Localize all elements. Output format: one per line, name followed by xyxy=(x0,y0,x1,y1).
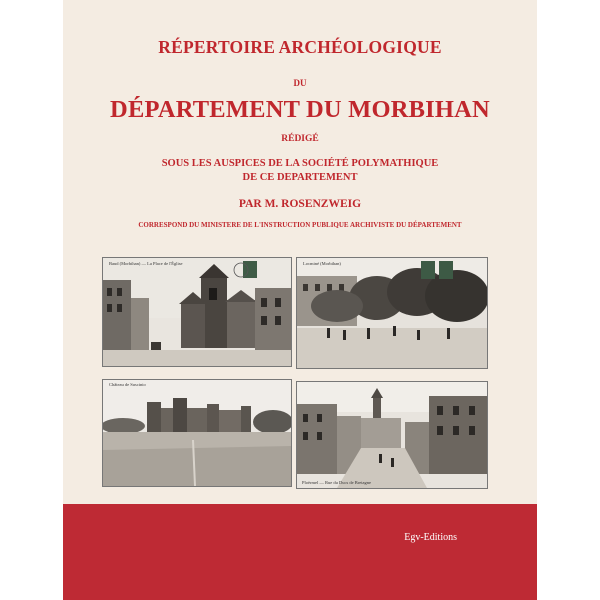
castle-ruins-illustration xyxy=(103,380,291,486)
postcard-castle-ruins xyxy=(102,379,292,487)
town-street-illustration xyxy=(297,382,487,488)
postcard-village-square xyxy=(102,257,292,367)
auspices-line-2: DE CE DEPARTEMENT xyxy=(242,172,358,183)
correspondent-line: CORRESPOND DU MINISTERE DE L'INSTRUCTION PUBLIQUE ARCHIVISTE DU DÉPARTEMENT xyxy=(138,221,462,229)
publisher-name: Egv-Editions xyxy=(404,532,457,543)
title-line-3: DÉPARTEMENT DU MORBIHAN xyxy=(110,96,490,123)
photo-caption: Ploërmel — Rue du Ducs de Bretagne xyxy=(302,480,371,485)
redige-label: RÉDIGÉ xyxy=(281,134,319,144)
photo-caption: Baud (Morbihan) — La Place de l'Église xyxy=(109,261,183,266)
photo-caption: Locminé (Morbihan) xyxy=(303,261,341,266)
photo-caption: Château de Suscinio xyxy=(109,382,146,387)
promenade-illustration xyxy=(297,258,487,368)
postcard-promenade xyxy=(296,257,488,369)
village-square-illustration xyxy=(103,258,291,366)
title-line-2: DU xyxy=(293,78,307,88)
title-line-1: RÉPERTOIRE ARCHÉOLOGIQUE xyxy=(158,37,442,57)
footer-band xyxy=(63,504,537,600)
book-cover xyxy=(63,0,537,600)
auspices-line-1: SOUS LES AUSPICES DE LA SOCIÉTÉ POLYMATHIQUE xyxy=(161,158,439,169)
author-line: PAR M. ROSENZWEIG xyxy=(238,198,362,210)
postcard-town-street xyxy=(296,381,488,489)
